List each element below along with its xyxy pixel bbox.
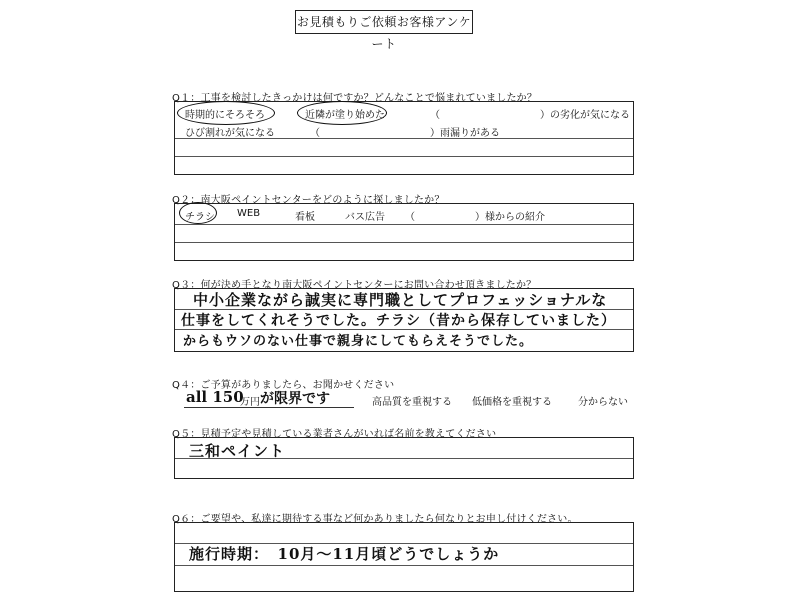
q2-option-signboard[interactable]: 看板 [295,212,315,223]
q1-label: Q１：工事を検討したきっかけは何ですか？どんなことで悩まれていましたか？ [172,93,538,104]
q1-option-deterioration[interactable]: （ ）の劣化が気になる [430,110,630,121]
q4-budget-underline [184,407,354,408]
q2-answer-box [174,203,634,261]
q4-option-high-quality[interactable]: 高品質を重視する [372,397,452,408]
q2-option-web[interactable]: WEB [237,208,261,219]
q3-answer-box [174,288,634,352]
q2-option-flyer-circle [179,202,217,224]
q1-option-timing-circle [177,101,275,125]
q6-label: Q６：ご要望や、私達に期待する事など何かありましたら何なりとお申し付けください。 [172,514,578,525]
q4-budget-handwritten: all 150 [186,388,244,406]
q6-answer-box [174,522,634,592]
q1-rule-2 [175,156,633,157]
q4-label: Q４：ご予算がありましたら、お聞かせください [172,380,395,391]
q1-option-leaks[interactable]: （ ）雨漏りがある [310,128,500,139]
q3-handwritten-line-3: からもウソのない仕事で親身にしてもらえそうでした。 [183,334,534,349]
q2-rule-1 [175,224,633,225]
q5-handwritten-answer: 三和ペイント [189,442,286,460]
q4-budget-handwritten-limit: が限界です [260,391,330,407]
q6-handwritten-answer: 施行時期： 10月〜11月頃どうでしょうか [189,545,500,563]
q2-option-bus-ad[interactable]: バス広告 [345,212,385,223]
q1-option-cracks[interactable]: ひび割れが気になる [185,128,275,139]
q3-handwritten-line-2: 仕事をしてくれそうでした。チラシ（昔から保存していました） [181,313,616,329]
survey-title: お見積もりご依頼お客様アンケート [295,10,473,34]
q3-handwritten-line-1: 中小企業ながら誠実に専門職としてプロフェッショナルな [193,291,608,309]
q2-rule-2 [175,242,633,243]
q5-label: Q５：見積予定や見積している業者さんがいれば名前を教えてください [172,429,497,440]
q1-option-neighbors-circle [297,101,387,125]
q1-answer-box [174,101,634,175]
q3-label: Q３：何が決め手となり南大阪ペイントセンターにお問い合わせ頂きましたか？ [172,280,537,291]
q4-budget-unit: 万円 [240,397,260,408]
q4-option-low-price[interactable]: 低価格を重視する [472,397,552,408]
q4-option-unknown[interactable]: 分からない [578,397,628,408]
q1-option-timing[interactable]: 時期的にそろそろ [185,110,265,121]
q6-rule-2 [175,565,633,566]
q5-answer-box [174,437,634,479]
q2-label: Q２：南大阪ペイントセンターをどのように探しましたか？ [172,195,445,206]
q2-option-flyer[interactable]: チラシ [185,212,215,223]
q2-option-referral[interactable]: （ ）様からの紹介 [405,212,545,223]
q1-option-neighbors[interactable]: 近隣が塗り始めた [305,110,385,121]
